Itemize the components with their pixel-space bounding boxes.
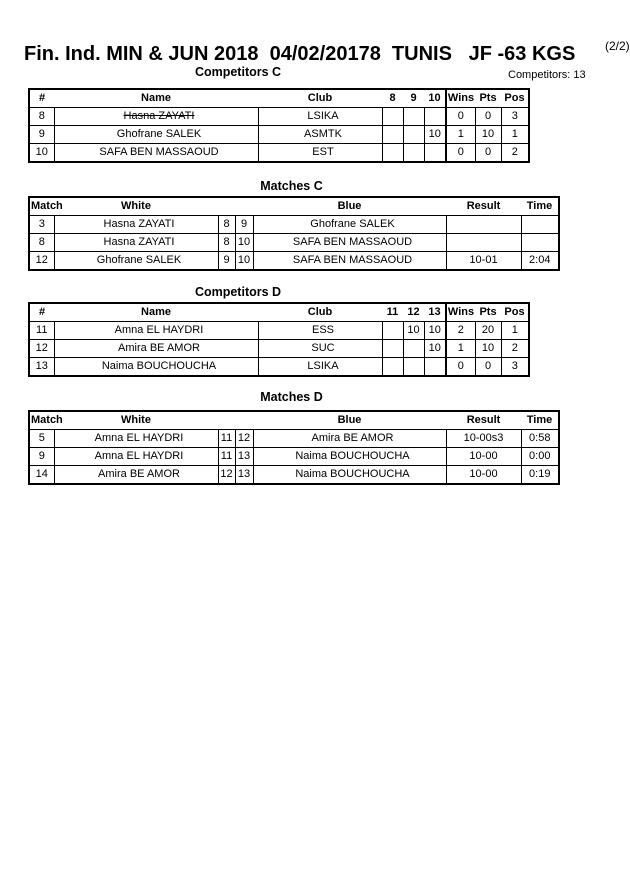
header-row — [29, 89, 529, 108]
pts-cell: 20 — [475, 322, 501, 340]
competitor-name: SAFA BEN MASSAOUD — [54, 144, 258, 163]
result-cell: 10-00 — [446, 448, 521, 466]
white-competitor-number: 11 — [218, 448, 235, 466]
score-cell: 10 — [424, 322, 446, 340]
col-header-number: # — [29, 303, 54, 322]
col-header-spacer — [218, 411, 235, 430]
col-header-pts: Pts — [475, 303, 501, 322]
match-number: 9 — [29, 448, 54, 466]
col-header-opp-1: 8 — [382, 89, 403, 108]
blue-competitor-number: 10 — [235, 252, 253, 271]
col-header-pos: Pos — [501, 89, 529, 108]
col-header-blue: Blue — [253, 411, 446, 430]
score-cell: 10 — [424, 126, 446, 144]
col-header-time: Time — [521, 411, 559, 430]
col-header-match: Match — [29, 197, 54, 216]
competitor-name: Amira BE AMOR — [54, 340, 258, 358]
blue-name: SAFA BEN MASSAOUD — [253, 252, 446, 271]
result-cell: 10-00s3 — [446, 430, 521, 448]
section-heading-competitors-c: Competitors C — [194, 65, 282, 79]
blue-name: Naima BOUCHOUCHA — [253, 466, 446, 485]
col-header-spacer — [235, 411, 253, 430]
page-number-indicator: (2/2) — [605, 39, 630, 53]
white-name: Hasna ZAYATI — [54, 234, 218, 252]
white-name: Amira BE AMOR — [54, 466, 218, 485]
table-row — [29, 448, 559, 466]
pts-cell: 0 — [475, 108, 501, 126]
competitor-club: ASMTK — [258, 126, 382, 144]
pts-cell: 10 — [475, 126, 501, 144]
page-title-text: Fin. Ind. MIN & JUN 2018 04/02/20178 TUNIS JF -63 KGS — [24, 43, 576, 65]
competitor-number: 12 — [29, 340, 54, 358]
col-header-result: Result — [446, 411, 521, 430]
white-name: Amna EL HAYDRI — [54, 430, 218, 448]
section-heading-matches-c: Matches C — [260, 179, 323, 193]
competitors-c-table — [28, 88, 530, 163]
col-header-match: Match — [29, 411, 54, 430]
blue-competitor-number: 12 — [235, 430, 253, 448]
blue-competitor-number: 13 — [235, 466, 253, 485]
score-cell — [382, 340, 403, 358]
table-row — [29, 430, 559, 448]
pts-cell: 0 — [475, 144, 501, 163]
blue-name: Ghofrane SALEK — [253, 216, 446, 234]
col-header-result: Result — [446, 197, 521, 216]
result-cell — [446, 216, 521, 234]
section-heading-matches-d: Matches D — [260, 390, 323, 404]
col-header-name: Name — [54, 89, 258, 108]
time-cell: 0:00 — [521, 448, 559, 466]
pos-cell: 2 — [501, 144, 529, 163]
pos-cell: 1 — [501, 322, 529, 340]
col-header-club: Club — [258, 89, 382, 108]
wins-cell: 0 — [446, 108, 475, 126]
col-header-opp-2: 12 — [403, 303, 424, 322]
blue-name: Naima BOUCHOUCHA — [253, 448, 446, 466]
col-header-club: Club — [258, 303, 382, 322]
col-header-wins: Wins — [446, 89, 475, 108]
competitor-club: LSIKA — [258, 358, 382, 377]
white-competitor-number: 8 — [218, 216, 235, 234]
table-row — [29, 252, 559, 271]
col-header-opp-3: 10 — [424, 89, 446, 108]
header-row — [29, 303, 529, 322]
match-number: 3 — [29, 216, 54, 234]
pos-cell: 3 — [501, 358, 529, 377]
matches-d-table — [28, 410, 560, 485]
white-name: Hasna ZAYATI — [54, 216, 218, 234]
blue-competitor-number: 9 — [235, 216, 253, 234]
pos-cell: 3 — [501, 108, 529, 126]
section-heading-competitors-d: Competitors D — [194, 285, 282, 299]
white-competitor-number: 11 — [218, 430, 235, 448]
matches-c-table — [28, 196, 560, 271]
white-competitor-number: 8 — [218, 234, 235, 252]
table-row — [29, 466, 559, 485]
table-row — [29, 144, 529, 163]
score-cell — [382, 126, 403, 144]
pos-cell: 2 — [501, 340, 529, 358]
competitor-name: Naima BOUCHOUCHA — [54, 358, 258, 377]
col-header-spacer — [218, 197, 235, 216]
white-competitor-number: 9 — [218, 252, 235, 271]
wins-cell: 0 — [446, 358, 475, 377]
match-number: 14 — [29, 466, 54, 485]
competitor-number: 8 — [29, 108, 54, 126]
wins-cell: 1 — [446, 340, 475, 358]
competitor-name: Amna EL HAYDRI — [54, 322, 258, 340]
col-header-opp-1: 11 — [382, 303, 403, 322]
time-cell: 0:19 — [521, 466, 559, 485]
competitor-number: 13 — [29, 358, 54, 377]
table-row — [29, 108, 529, 126]
blue-name: Amira BE AMOR — [253, 430, 446, 448]
competitor-name: Hasna ZAYATI — [54, 108, 258, 126]
col-header-pts: Pts — [475, 89, 501, 108]
competitor-club: EST — [258, 144, 382, 163]
col-header-white: White — [54, 197, 218, 216]
table-row — [29, 340, 529, 358]
pts-cell: 0 — [475, 358, 501, 377]
white-competitor-number: 12 — [218, 466, 235, 485]
col-header-spacer — [235, 197, 253, 216]
competitors-d-table — [28, 302, 530, 377]
score-cell — [382, 144, 403, 163]
score-cell — [403, 126, 424, 144]
score-cell — [403, 108, 424, 126]
result-cell — [446, 234, 521, 252]
competitor-club: LSIKA — [258, 108, 382, 126]
col-header-opp-3: 13 — [424, 303, 446, 322]
table-row — [29, 216, 559, 234]
table-row — [29, 358, 529, 377]
score-cell — [382, 358, 403, 377]
score-cell — [403, 144, 424, 163]
page-title — [24, 43, 575, 66]
competitor-club: SUC — [258, 340, 382, 358]
table-row — [29, 322, 529, 340]
competitor-number: 11 — [29, 322, 54, 340]
blue-competitor-number: 10 — [235, 234, 253, 252]
score-cell — [424, 358, 446, 377]
match-number: 12 — [29, 252, 54, 271]
score-cell — [403, 358, 424, 377]
competitor-number: 9 — [29, 126, 54, 144]
col-header-number: # — [29, 89, 54, 108]
table-row — [29, 126, 529, 144]
pos-cell: 1 — [501, 126, 529, 144]
score-cell — [424, 108, 446, 126]
col-header-white: White — [54, 411, 218, 430]
time-cell: 0:58 — [521, 430, 559, 448]
header-row — [29, 411, 559, 430]
table-row — [29, 234, 559, 252]
score-cell: 10 — [403, 322, 424, 340]
competitor-number: 10 — [29, 144, 54, 163]
time-cell — [521, 216, 559, 234]
wins-cell: 0 — [446, 144, 475, 163]
col-header-opp-2: 9 — [403, 89, 424, 108]
col-header-blue: Blue — [253, 197, 446, 216]
competitor-club: ESS — [258, 322, 382, 340]
score-cell — [382, 108, 403, 126]
header-row — [29, 197, 559, 216]
white-name: Ghofrane SALEK — [54, 252, 218, 271]
blue-competitor-number: 13 — [235, 448, 253, 466]
result-cell: 10-00 — [446, 466, 521, 485]
col-header-name: Name — [54, 303, 258, 322]
col-header-pos: Pos — [501, 303, 529, 322]
time-cell: 2:04 — [521, 252, 559, 271]
match-number: 8 — [29, 234, 54, 252]
score-cell — [382, 322, 403, 340]
wins-cell: 1 — [446, 126, 475, 144]
col-header-time: Time — [521, 197, 559, 216]
score-cell — [424, 144, 446, 163]
time-cell — [521, 234, 559, 252]
competitor-name: Ghofrane SALEK — [54, 126, 258, 144]
white-name: Amna EL HAYDRI — [54, 448, 218, 466]
blue-name: SAFA BEN MASSAOUD — [253, 234, 446, 252]
score-cell — [403, 340, 424, 358]
match-number: 5 — [29, 430, 54, 448]
col-header-wins: Wins — [446, 303, 475, 322]
score-cell: 10 — [424, 340, 446, 358]
result-cell: 10-01 — [446, 252, 521, 271]
competitors-count: Competitors: 13 — [508, 69, 586, 81]
wins-cell: 2 — [446, 322, 475, 340]
pts-cell: 10 — [475, 340, 501, 358]
